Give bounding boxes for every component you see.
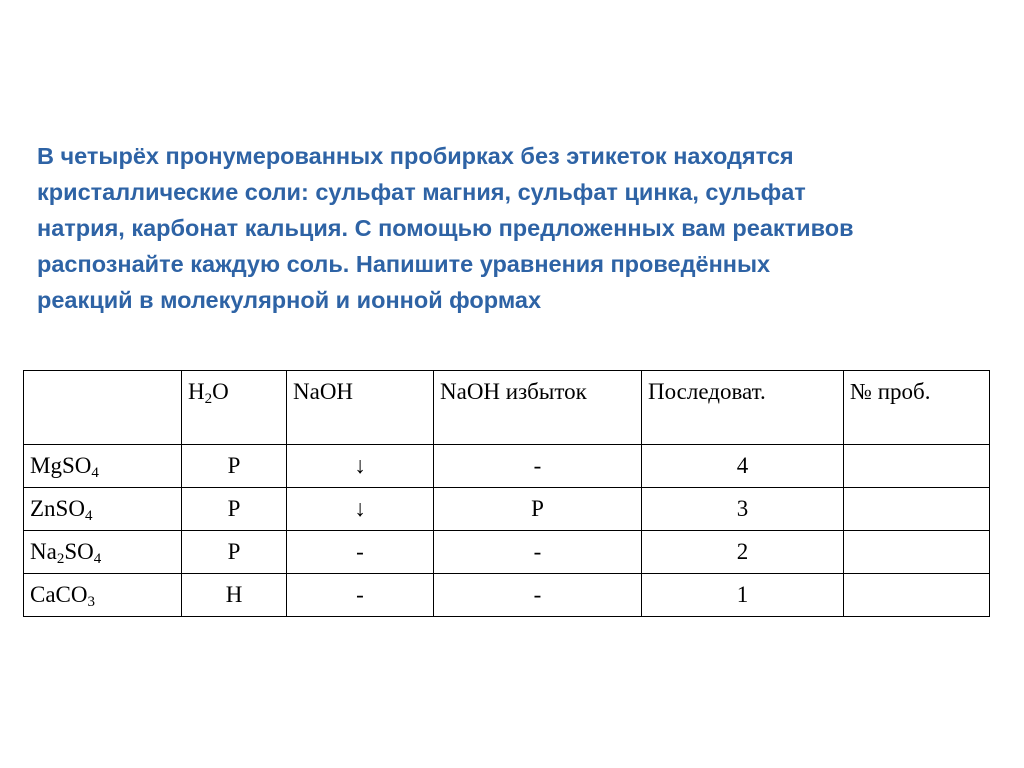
formula-subscript: 4 [91, 465, 99, 481]
salt-formula [24, 445, 182, 488]
sequence-value: 1 [642, 574, 844, 617]
table-row [24, 574, 990, 617]
task-line: реакций в молекулярной и ионной формах [37, 287, 542, 313]
task-line: натрия, карбонат кальция. С помощью предложенных вам реактивов [37, 215, 854, 241]
task-line: распознайте каждую соль. Напишите уравнения проведённых [37, 251, 771, 277]
task-line: кристаллические соли: сульфат магния, сульфат цинка, сульфат [37, 179, 806, 205]
task-line: В четырёх пронумерованных пробирках без этикеток находятся [37, 143, 794, 169]
formula-part: CaCO [30, 582, 88, 607]
header-naoh-excess: NaOH избыток [434, 371, 642, 445]
tube-number-cell [844, 488, 990, 531]
table-row [24, 531, 990, 574]
formula-subscript: 4 [93, 551, 102, 567]
naoh-result: - [287, 574, 434, 617]
task-statement [37, 138, 997, 318]
water-result: Р [182, 531, 287, 574]
salt-formula [24, 531, 182, 574]
formula-subscript: 3 [87, 594, 95, 610]
sequence-value: 3 [642, 488, 844, 531]
table-header-row [24, 371, 990, 445]
header-blank [24, 371, 182, 445]
naoh-excess-result: Р [434, 488, 642, 531]
salt-identification-table [23, 370, 990, 617]
formula-part: MgSO [30, 453, 92, 478]
water-result: Н [182, 574, 287, 617]
salt-formula [24, 488, 182, 531]
tube-number-cell [844, 531, 990, 574]
formula-part: SO [64, 539, 94, 564]
formula-subscript: 4 [84, 508, 93, 524]
tube-number-cell [844, 445, 990, 488]
naoh-excess-result: - [434, 574, 642, 617]
formula-part: ZnSO [30, 496, 85, 521]
table-row [24, 445, 990, 488]
table-row [24, 488, 990, 531]
header-water-o: O [212, 379, 229, 404]
water-result: Р [182, 445, 287, 488]
sequence-value: 4 [642, 445, 844, 488]
salt-formula [24, 574, 182, 617]
header-sequence: Последоват. [642, 371, 844, 445]
naoh-result: - [287, 531, 434, 574]
header-water [182, 371, 287, 445]
header-naoh: NaOH [287, 371, 434, 445]
water-result: Р [182, 488, 287, 531]
naoh-result: ↓ [287, 445, 434, 488]
header-tube-number: № проб. [844, 371, 990, 445]
naoh-excess-result: - [434, 531, 642, 574]
naoh-result: ↓ [287, 488, 434, 531]
header-water-sub: 2 [204, 391, 213, 407]
naoh-excess-result: - [434, 445, 642, 488]
header-water-h: H [188, 379, 205, 404]
sequence-value: 2 [642, 531, 844, 574]
tube-number-cell [844, 574, 990, 617]
formula-part: Na [30, 539, 57, 564]
formula-subscript: 2 [56, 551, 65, 567]
